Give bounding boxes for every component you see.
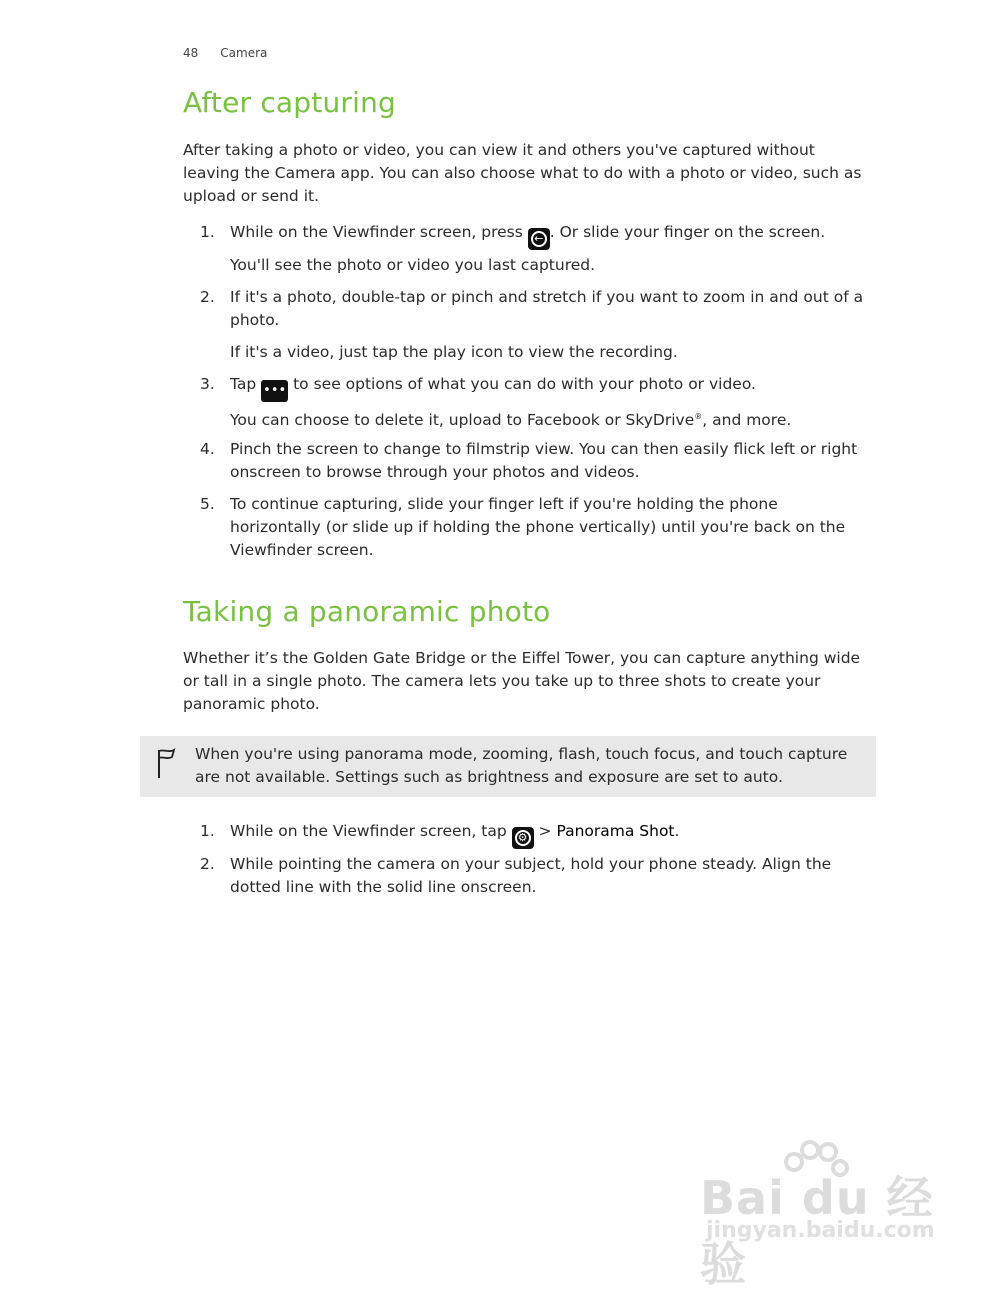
page-header (183, 46, 289, 60)
step-text: While on the Viewfinder screen, press (230, 223, 528, 241)
menu-option-name: Panorama Shot (556, 822, 675, 840)
section-title-panoramic: Taking a panoramic photo (183, 595, 551, 628)
section-title-after-capturing: After capturing (183, 86, 396, 119)
step-text: Tap (230, 375, 262, 393)
watermark-brand: Bai du 经验 (700, 1171, 934, 1291)
step-text: . Or slide your finger on the screen. (549, 223, 826, 241)
back-arrow-icon: ← (528, 228, 550, 250)
step-text: To continue capturing, slide your finger left if you're holding the phone horizontally (or slide up if holding the phone vertically) until you're back on the Viewfinder screen. (230, 495, 846, 559)
page-number: 48 (183, 46, 199, 60)
list-item (200, 373, 872, 402)
note-box (140, 736, 876, 797)
step-subtext (230, 405, 870, 432)
step-text: While pointing the camera on your subject, hold your phone steady. Align the dotted line with the solid line onscreen. (230, 855, 832, 896)
step-text: > (533, 822, 557, 840)
list-number: 5. (200, 495, 215, 513)
list-item (200, 438, 872, 484)
flag-icon (155, 746, 177, 782)
list-item (200, 493, 872, 562)
list-number: 4. (200, 440, 215, 458)
list-number: 1. (200, 223, 215, 241)
list-number: 3. (200, 375, 215, 393)
step-text: . (674, 822, 680, 840)
more-icon: ••• (261, 380, 288, 402)
list-item (200, 286, 872, 332)
list-item (200, 221, 872, 250)
section-name: Camera (220, 46, 268, 60)
step-text: to see options of what you can do with your photo or video. (288, 375, 756, 393)
subtext-part: You can choose to delete it, upload to Facebook or SkyDrive (230, 411, 695, 430)
settings-icon: ⚙ (512, 827, 534, 849)
registered-mark: ® (694, 412, 703, 421)
watermark-url: jingyan.baidu.com (706, 1218, 935, 1243)
list-item (200, 853, 872, 899)
section2-intro: Whether it’s the Golden Gate Bridge or the Eiffel Tower, you can capture anything wide or tall in a single photo. The camera lets you take up to three shots to create your panoramic photo. (183, 649, 861, 713)
list-number: 2. (200, 288, 215, 306)
step-text: While on the Viewfinder screen, tap (230, 822, 512, 840)
list-item (200, 820, 872, 849)
note-text: When you're using panorama mode, zooming, flash, touch focus, and touch capture are not available. Settings such as brightness and exposure are set to auto. (195, 745, 848, 786)
section1-intro: After taking a photo or video, you can view it and others you've captured without leaving the Camera app. You can also choose what to do with a photo or video, such as upload or send it. (183, 141, 862, 205)
subtext-part: , and more. (702, 411, 792, 430)
step-subtext: If it's a video, just tap the play icon to view the recording. (230, 343, 678, 361)
list-number: 1. (200, 822, 215, 840)
baidu-watermark (700, 1140, 940, 1291)
list-number: 2. (200, 855, 215, 873)
step-text: If it's a photo, double-tap or pinch and stretch if you want to zoom in and out of a photo. (230, 288, 864, 329)
step-text: Pinch the screen to change to filmstrip view. You can then easily flick left or right onscreen to browse through your photos and videos. (230, 440, 858, 481)
step-subtext: You'll see the photo or video you last captured. (230, 256, 596, 274)
